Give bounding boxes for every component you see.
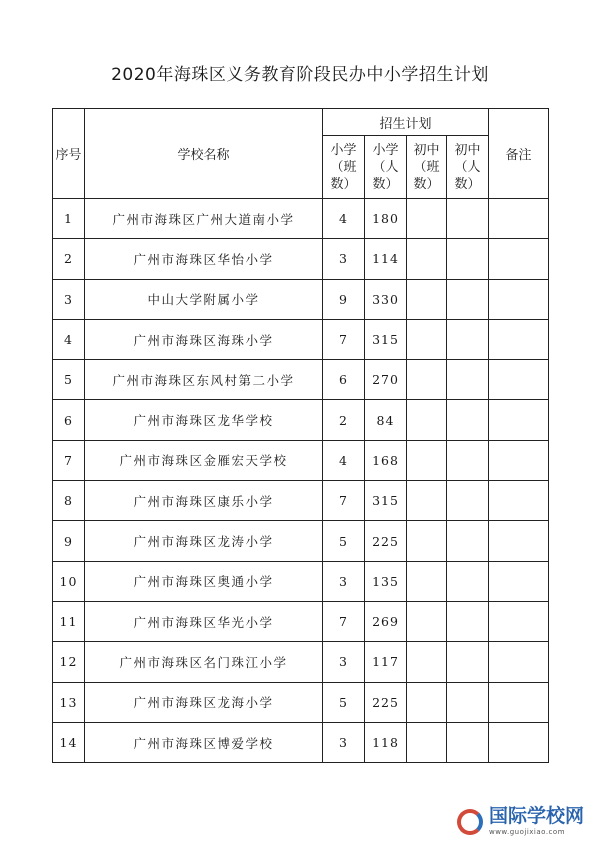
cell-school-name: 广州市海珠区广州大道南小学 xyxy=(85,199,323,239)
header-junior-students xyxy=(447,136,489,199)
table-row xyxy=(53,440,549,480)
cell-school-name: 广州市海珠区龙海小学 xyxy=(85,682,323,722)
cell-school-name: 广州市海珠区名门珠江小学 xyxy=(85,642,323,682)
cell-school-name: 广州市海珠区奥通小学 xyxy=(85,561,323,601)
cell-seq: 12 xyxy=(53,642,85,682)
cell-primary-students: 84 xyxy=(365,400,407,440)
document-title: 2020年海珠区义务教育阶段民办中小学招生计划 xyxy=(111,65,489,85)
cell-seq: 6 xyxy=(53,400,85,440)
header-junior-classes-line: （班 xyxy=(413,159,440,175)
cell-remarks xyxy=(489,521,549,561)
cell-primary-students: 315 xyxy=(365,319,407,359)
cell-primary-students: 270 xyxy=(365,360,407,400)
cell-remarks xyxy=(489,239,549,279)
cell-junior-students xyxy=(447,481,489,521)
cell-junior-students xyxy=(447,440,489,480)
cell-primary-classes: 3 xyxy=(323,561,365,601)
cell-primary-classes: 5 xyxy=(323,682,365,722)
cell-remarks xyxy=(489,360,549,400)
cell-primary-classes: 7 xyxy=(323,601,365,641)
watermark-site-name: 国际学校网 xyxy=(488,805,584,827)
table-row xyxy=(53,400,549,440)
cell-primary-classes: 5 xyxy=(323,521,365,561)
cell-junior-classes xyxy=(407,561,447,601)
cell-seq: 11 xyxy=(53,601,85,641)
header-primary-students-line: 数） xyxy=(372,176,399,192)
cell-school-name: 广州市海珠区华光小学 xyxy=(85,601,323,641)
cell-primary-classes: 7 xyxy=(323,481,365,521)
cell-primary-students: 118 xyxy=(365,722,407,762)
header-row-top xyxy=(53,109,549,136)
cell-remarks xyxy=(489,400,549,440)
cell-primary-classes: 6 xyxy=(323,360,365,400)
cell-school-name: 广州市海珠区龙涛小学 xyxy=(85,521,323,561)
cell-school-name: 广州市海珠区华怡小学 xyxy=(85,239,323,279)
cell-remarks xyxy=(489,561,549,601)
header-junior-students-line: 初中 xyxy=(454,142,481,158)
cell-primary-classes: 7 xyxy=(323,319,365,359)
cell-seq: 9 xyxy=(53,521,85,561)
cell-primary-classes: 3 xyxy=(323,239,365,279)
cell-seq: 2 xyxy=(53,239,85,279)
cell-remarks xyxy=(489,682,549,722)
cell-remarks xyxy=(489,440,549,480)
table-row xyxy=(53,481,549,521)
table-row xyxy=(53,601,549,641)
table-row xyxy=(53,682,549,722)
header-junior-classes-line: 数） xyxy=(413,176,440,192)
cell-remarks xyxy=(489,642,549,682)
cell-junior-students xyxy=(447,521,489,561)
header-primary-students-line: 小学 xyxy=(372,142,399,158)
cell-primary-students: 180 xyxy=(365,199,407,239)
header-junior-classes xyxy=(407,136,447,199)
cell-remarks xyxy=(489,319,549,359)
cell-junior-classes xyxy=(407,319,447,359)
cell-seq: 5 xyxy=(53,360,85,400)
table-row xyxy=(53,521,549,561)
cell-remarks xyxy=(489,481,549,521)
cell-seq: 10 xyxy=(53,561,85,601)
header-remarks: 备注 xyxy=(489,109,549,199)
header-seq: 序号 xyxy=(53,109,85,199)
cell-seq: 14 xyxy=(53,722,85,762)
cell-remarks xyxy=(489,199,549,239)
cell-primary-students: 114 xyxy=(365,239,407,279)
cell-primary-classes: 3 xyxy=(323,642,365,682)
cell-primary-students: 168 xyxy=(365,440,407,480)
cell-junior-classes xyxy=(407,239,447,279)
table-row xyxy=(53,642,549,682)
header-primary-classes-line: （班 xyxy=(330,159,357,175)
site-watermark xyxy=(457,807,584,836)
cell-primary-students: 269 xyxy=(365,601,407,641)
cell-junior-students xyxy=(447,319,489,359)
cell-junior-students xyxy=(447,601,489,641)
header-junior-students-line: 数） xyxy=(454,176,481,192)
cell-remarks xyxy=(489,722,549,762)
cell-junior-students xyxy=(447,400,489,440)
table-row xyxy=(53,279,549,319)
cell-junior-students xyxy=(447,239,489,279)
cell-primary-students: 117 xyxy=(365,642,407,682)
cell-junior-classes xyxy=(407,722,447,762)
cell-junior-classes xyxy=(407,481,447,521)
cell-junior-students xyxy=(447,682,489,722)
cell-primary-students: 225 xyxy=(365,682,407,722)
cell-junior-students xyxy=(447,561,489,601)
cell-primary-students: 330 xyxy=(365,279,407,319)
cell-junior-classes xyxy=(407,440,447,480)
cell-school-name: 广州市海珠区金雁宏天学校 xyxy=(85,440,323,480)
cell-seq: 13 xyxy=(53,682,85,722)
cell-primary-students: 135 xyxy=(365,561,407,601)
cell-junior-classes xyxy=(407,199,447,239)
cell-primary-classes: 4 xyxy=(323,199,365,239)
watermark-site-url: www.guojixiao.com xyxy=(488,828,566,836)
cell-school-name: 中山大学附属小学 xyxy=(85,279,323,319)
cell-primary-students: 225 xyxy=(365,521,407,561)
cell-school-name: 广州市海珠区康乐小学 xyxy=(85,481,323,521)
header-primary-students xyxy=(365,136,407,199)
q-logo-icon xyxy=(457,809,483,835)
table-row xyxy=(53,360,549,400)
cell-junior-classes xyxy=(407,521,447,561)
cell-remarks xyxy=(489,279,549,319)
cell-junior-students xyxy=(447,722,489,762)
table-row xyxy=(53,239,549,279)
cell-junior-classes xyxy=(407,682,447,722)
header-primary-classes-line: 数） xyxy=(330,176,357,192)
cell-junior-classes xyxy=(407,279,447,319)
header-primary-students-line: （人 xyxy=(372,159,399,175)
cell-primary-classes: 3 xyxy=(323,722,365,762)
cell-junior-students xyxy=(447,360,489,400)
cell-seq: 1 xyxy=(53,199,85,239)
cell-school-name: 广州市海珠区龙华学校 xyxy=(85,400,323,440)
table-row xyxy=(53,722,549,762)
table-row xyxy=(53,319,549,359)
cell-junior-classes xyxy=(407,642,447,682)
cell-school-name: 广州市海珠区东风村第二小学 xyxy=(85,360,323,400)
cell-primary-classes: 2 xyxy=(323,400,365,440)
cell-junior-students xyxy=(447,199,489,239)
enrollment-plan-table xyxy=(52,108,549,763)
header-junior-students-line: （人 xyxy=(454,159,481,175)
cell-seq: 4 xyxy=(53,319,85,359)
cell-junior-students xyxy=(447,642,489,682)
cell-seq: 8 xyxy=(53,481,85,521)
cell-primary-classes: 9 xyxy=(323,279,365,319)
watermark-text xyxy=(489,807,584,836)
cell-junior-classes xyxy=(407,601,447,641)
cell-remarks xyxy=(489,601,549,641)
table-row xyxy=(53,199,549,239)
header-school-name: 学校名称 xyxy=(85,109,323,199)
header-enrollment-plan: 招生计划 xyxy=(323,109,489,136)
header-primary-classes-line: 小学 xyxy=(330,142,357,158)
cell-seq: 3 xyxy=(53,279,85,319)
cell-junior-students xyxy=(447,279,489,319)
cell-primary-students: 315 xyxy=(365,481,407,521)
table-row xyxy=(53,561,549,601)
header-primary-classes xyxy=(323,136,365,199)
cell-school-name: 广州市海珠区博爱学校 xyxy=(85,722,323,762)
cell-primary-classes: 4 xyxy=(323,440,365,480)
cell-junior-classes xyxy=(407,400,447,440)
cell-school-name: 广州市海珠区海珠小学 xyxy=(85,319,323,359)
cell-seq: 7 xyxy=(53,440,85,480)
cell-junior-classes xyxy=(407,360,447,400)
header-junior-classes-line: 初中 xyxy=(413,142,440,158)
